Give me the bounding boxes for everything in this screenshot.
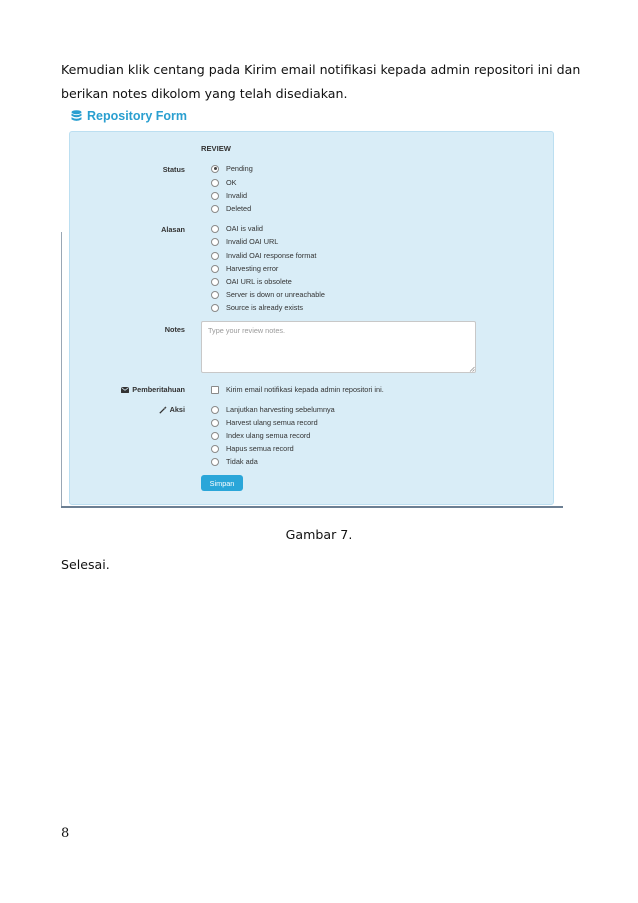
radio-server-down[interactable] xyxy=(211,291,219,299)
magic-wand-icon xyxy=(159,406,167,414)
radio-invalid[interactable] xyxy=(211,192,219,200)
radio-source-exists[interactable] xyxy=(211,304,219,312)
form-heading-text: Repository Form xyxy=(87,109,188,123)
figure-left-border xyxy=(61,232,62,508)
closing-text: Selesai. xyxy=(61,557,110,572)
radio-deleted[interactable] xyxy=(211,205,219,213)
aksi-option-reindex[interactable]: Index ulang semua record xyxy=(211,431,310,440)
send-email-option[interactable]: Kirim email notifikasi kepada admin repositori ini. xyxy=(211,385,384,394)
radio-harvesting-error[interactable] xyxy=(211,265,219,273)
status-option-deleted[interactable]: Deleted xyxy=(211,204,251,213)
radio-delete-records[interactable] xyxy=(211,445,219,453)
aksi-option-none[interactable]: Tidak ada xyxy=(211,457,258,466)
status-option-ok[interactable]: OK xyxy=(211,178,237,187)
send-email-checkbox[interactable] xyxy=(211,386,219,394)
aksi-label-text: Aksi xyxy=(169,405,185,414)
status-option-pending[interactable]: Pending xyxy=(211,164,253,173)
resize-grip-icon[interactable] xyxy=(469,366,475,372)
radio-oai-valid[interactable] xyxy=(211,225,219,233)
alasan-option-obsolete[interactable]: OAI URL is obsolete xyxy=(211,277,292,286)
radio-none[interactable] xyxy=(211,458,219,466)
pemberitahuan-label-text: Pemberitahuan xyxy=(132,385,185,394)
aksi-option-delete[interactable]: Hapus semua record xyxy=(211,444,294,453)
status-label: Status xyxy=(162,165,185,174)
notes-textarea[interactable] xyxy=(201,321,476,373)
radio-continue-harvest[interactable] xyxy=(211,406,219,414)
form-heading xyxy=(71,109,187,123)
aksi-label xyxy=(110,405,185,414)
alasan-option-valid[interactable]: OAI is valid xyxy=(211,224,263,233)
aksi-option-reharvest[interactable]: Harvest ulang semua record xyxy=(211,418,318,427)
intro-line-1: Kemudian klik centang pada Kirim email notifikasi kepada admin repositori ini dan xyxy=(61,62,581,77)
radio-reindex[interactable] xyxy=(211,432,219,440)
repository-form-screenshot xyxy=(61,104,563,508)
radio-invalid-response[interactable] xyxy=(211,252,219,260)
alasan-label: Alasan xyxy=(161,225,185,234)
alasan-option-harvesting-error[interactable]: Harvesting error xyxy=(211,264,278,273)
radio-ok[interactable] xyxy=(211,179,219,187)
figure-caption: Gambar 7. xyxy=(285,527,353,542)
page-number: 8 xyxy=(61,826,70,841)
aksi-option-continue[interactable]: Lanjutkan harvesting sebelumnya xyxy=(211,405,335,414)
database-icon xyxy=(71,110,82,123)
intro-line-2: berikan notes dikolom yang telah disediakan. xyxy=(61,86,348,101)
save-button[interactable]: Simpan xyxy=(201,475,243,491)
radio-pending[interactable] xyxy=(211,165,219,173)
alasan-option-invalid-url[interactable]: Invalid OAI URL xyxy=(211,237,278,246)
pemberitahuan-label xyxy=(80,385,185,394)
radio-reharvest[interactable] xyxy=(211,419,219,427)
figure-bottom-border xyxy=(61,506,563,508)
status-option-invalid[interactable]: Invalid xyxy=(211,191,247,200)
intro-paragraph xyxy=(61,58,581,106)
alasan-option-server-down[interactable]: Server is down or unreachable xyxy=(211,290,325,299)
review-section-title: REVIEW xyxy=(201,144,231,153)
radio-invalid-url[interactable] xyxy=(211,238,219,246)
envelope-icon xyxy=(121,387,129,393)
alasan-option-invalid-response[interactable]: Invalid OAI response format xyxy=(211,251,316,260)
alasan-option-exists[interactable]: Source is already exists xyxy=(211,303,303,312)
radio-obsolete[interactable] xyxy=(211,278,219,286)
review-panel xyxy=(69,131,554,505)
notes-label: Notes xyxy=(164,325,185,334)
